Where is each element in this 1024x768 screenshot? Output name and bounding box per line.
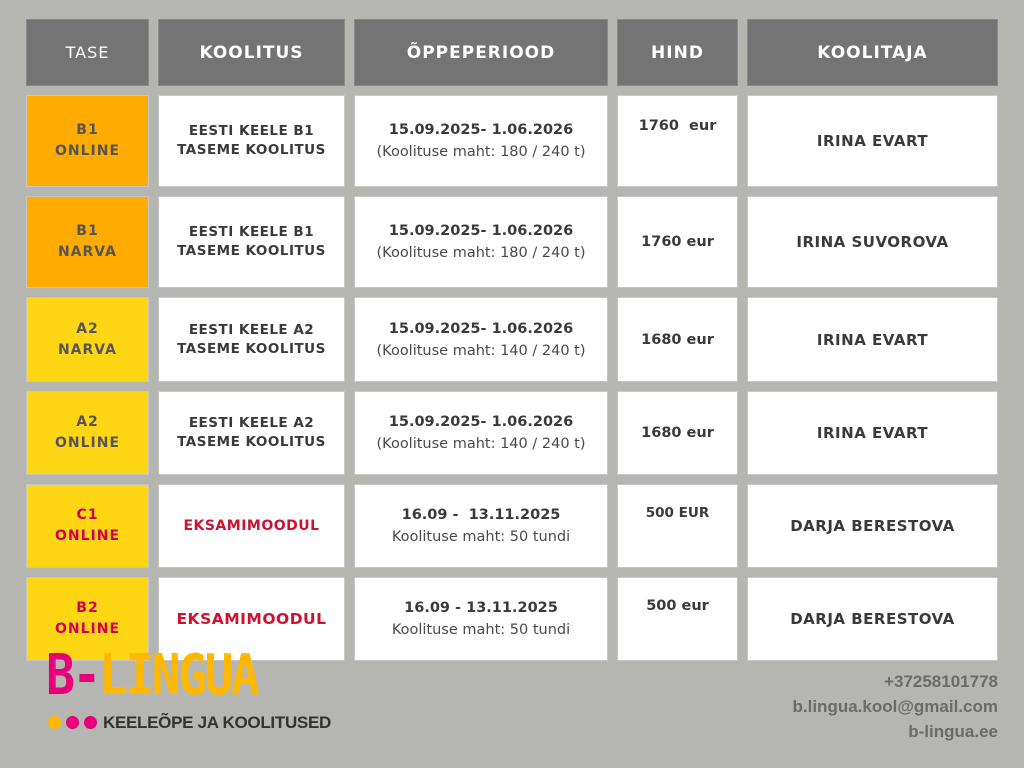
b-lingua-logo bbox=[46, 643, 258, 708]
period-cell bbox=[354, 196, 608, 288]
trainer-cell bbox=[747, 196, 998, 288]
price-cell bbox=[617, 95, 738, 187]
course-title-line2: TASEME KOOLITUS bbox=[177, 142, 326, 158]
level-code: A2 bbox=[76, 320, 99, 337]
price-value: 500 eur bbox=[646, 598, 709, 614]
header-koolitus: KOOLITUS bbox=[158, 19, 345, 86]
period-cell bbox=[354, 95, 608, 187]
course-title-line1: EESTI KEELE A2 bbox=[188, 321, 315, 338]
course-cell bbox=[158, 196, 345, 288]
price-cell bbox=[617, 297, 738, 382]
period-note: (Koolituse maht: 140 / 240 t) bbox=[376, 342, 586, 359]
trainer-name: IRINA EVART bbox=[816, 330, 929, 349]
level-place: NARVA bbox=[57, 244, 118, 260]
trainer-name: DARJA BERESTOVA bbox=[790, 517, 955, 535]
period-cell bbox=[354, 484, 608, 568]
logo-dot-pink bbox=[84, 716, 97, 729]
period-dates: 15.09.2025- 1.06.2026 bbox=[388, 122, 574, 138]
price-value: 1680 eur bbox=[641, 425, 714, 441]
level-place: ONLINE bbox=[54, 528, 121, 544]
level-cell bbox=[26, 95, 149, 187]
course-title-line1: EESTI KEELE A2 bbox=[188, 415, 315, 431]
trainer-cell bbox=[747, 95, 998, 187]
level-code: C1 bbox=[76, 507, 99, 523]
course-title-line2: TASEME KOOLITUS bbox=[177, 340, 326, 357]
course-cell bbox=[158, 484, 345, 568]
price-value: 1680 eur bbox=[641, 331, 714, 348]
trainer-name: IRINA EVART bbox=[816, 132, 929, 150]
price-value: 1760 eur bbox=[638, 118, 717, 134]
trainer-name: IRINA SUVOROVA bbox=[796, 233, 949, 251]
level-code: B1 bbox=[76, 223, 99, 239]
course-title-line1: EKSAMIMOODUL bbox=[183, 517, 320, 534]
contact-website[interactable]: b-lingua.ee bbox=[908, 722, 998, 741]
period-cell bbox=[354, 297, 608, 382]
course-title-line1: EESTI KEELE B1 bbox=[188, 123, 315, 139]
course-cell bbox=[158, 297, 345, 382]
level-place: ONLINE bbox=[54, 435, 121, 451]
trainer-cell bbox=[747, 297, 998, 382]
logo-tagline: KEELEÕPE JA KOOLITUSED bbox=[103, 713, 331, 732]
logo-dot-pink bbox=[66, 716, 79, 729]
trainer-cell bbox=[747, 484, 998, 568]
logo-word: LINGUA bbox=[98, 643, 258, 708]
logo-dots bbox=[48, 716, 97, 729]
course-title-line2: TASEME KOOLITUS bbox=[177, 243, 326, 259]
trainer-cell bbox=[747, 391, 998, 475]
header-tase: TASE bbox=[26, 19, 149, 86]
price-value: 1760 eur bbox=[641, 234, 714, 250]
level-cell bbox=[26, 297, 149, 382]
contact-phone[interactable]: +37258101778 bbox=[884, 672, 998, 691]
level-code: B1 bbox=[76, 122, 99, 138]
course-cell bbox=[158, 391, 345, 475]
period-note: (Koolituse maht: 140 / 240 t) bbox=[376, 436, 586, 452]
logo-dash: - bbox=[72, 643, 99, 708]
price-cell bbox=[617, 391, 738, 475]
price-cell bbox=[617, 196, 738, 288]
level-place: NARVA bbox=[57, 341, 118, 358]
contact-email[interactable]: b.lingua.kool@gmail.com bbox=[792, 697, 998, 716]
price-cell bbox=[617, 484, 738, 568]
level-code: A2 bbox=[76, 414, 99, 430]
logo-dot-orange bbox=[48, 716, 61, 729]
period-cell bbox=[354, 391, 608, 475]
level-cell bbox=[26, 484, 149, 568]
period-dates: 15.09.2025- 1.06.2026 bbox=[388, 414, 574, 430]
course-title-line1: EKSAMIMOODUL bbox=[176, 609, 327, 628]
period-cell bbox=[354, 577, 608, 661]
logo-letter-b: B bbox=[46, 643, 73, 708]
trainer-name: DARJA BERESTOVA bbox=[790, 610, 955, 628]
course-title-line1: EESTI KEELE B1 bbox=[188, 224, 315, 240]
level-place: ONLINE bbox=[54, 621, 121, 637]
price-value: 500 EUR bbox=[645, 505, 710, 521]
course-title-line2: TASEME KOOLITUS bbox=[177, 434, 326, 450]
header-koolitaja: KOOLITAJA bbox=[747, 19, 998, 86]
level-cell bbox=[26, 196, 149, 288]
trainer-cell bbox=[747, 577, 998, 661]
level-cell bbox=[26, 391, 149, 475]
price-cell bbox=[617, 577, 738, 661]
period-note: Koolituse maht: 50 tundi bbox=[391, 529, 571, 545]
period-dates: 15.09.2025- 1.06.2026 bbox=[388, 223, 574, 239]
period-note: (Koolituse maht: 180 / 240 t) bbox=[376, 144, 586, 160]
level-code: B2 bbox=[76, 600, 99, 616]
period-note: Koolituse maht: 50 tundi bbox=[391, 622, 571, 638]
level-place: ONLINE bbox=[54, 143, 121, 159]
header-hind: HIND bbox=[617, 19, 738, 86]
trainer-name: IRINA EVART bbox=[816, 424, 929, 442]
course-cell bbox=[158, 95, 345, 187]
period-note: (Koolituse maht: 180 / 240 t) bbox=[376, 245, 586, 261]
period-dates: 16.09 - 13.11.2025 bbox=[404, 600, 558, 616]
period-dates: 16.09 - 13.11.2025 bbox=[401, 507, 561, 523]
period-dates: 15.09.2025- 1.06.2026 bbox=[388, 320, 574, 337]
header-oppeperiood: ÕPPEPERIOOD bbox=[354, 19, 608, 86]
